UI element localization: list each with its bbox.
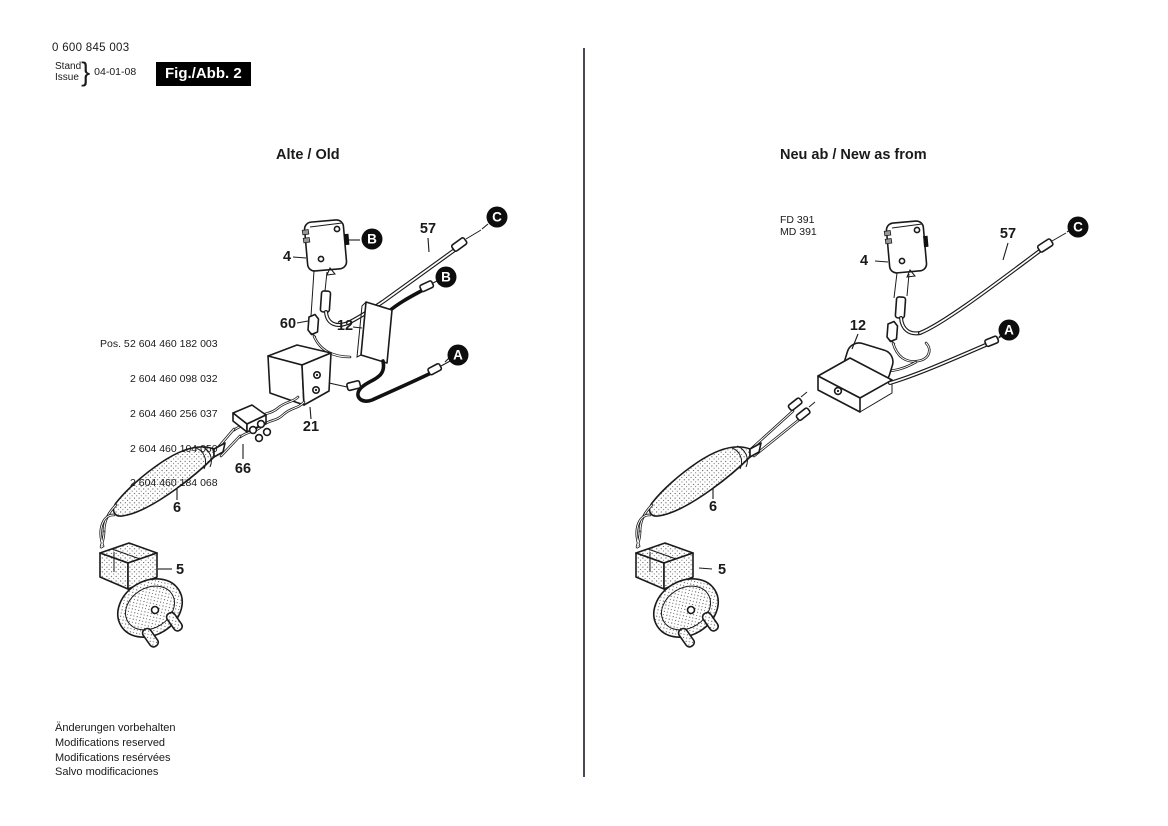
callout-6-new: 6: [708, 499, 718, 515]
cable-57-new: [920, 233, 1066, 333]
callout-21: 21: [302, 419, 320, 435]
capacitor-12-old: [357, 302, 392, 363]
badge-c-old: C: [487, 207, 508, 228]
notice-line-es: Salvo modificaciones: [55, 766, 159, 779]
pos-number: 2 604 460 256 037: [130, 407, 218, 420]
callout-6-old: 6: [172, 500, 182, 516]
microswitch-new: [884, 220, 928, 277]
stand-label: Stand: [55, 61, 82, 72]
leader-4-new: [875, 261, 888, 262]
panel-divider: [583, 48, 585, 777]
callout-12-old: 12: [336, 318, 354, 334]
pos-number: 2 604 460 098 032: [130, 372, 218, 385]
figure-number-box: Fig./Abb. 2: [156, 62, 251, 86]
new-panel-title: Neu ab / New as from: [780, 147, 927, 163]
new-variant-drawing: [636, 220, 1070, 648]
callout-12-new: 12: [849, 318, 867, 334]
stand-issue-labels: [55, 61, 81, 83]
connector-boot-old: [320, 291, 330, 313]
callout-5-new: 5: [717, 562, 727, 578]
notice-line-fr: Modifications resérvées: [55, 751, 171, 764]
callout-5-old: 5: [175, 562, 185, 578]
pos-number: 2 604 460 184 068: [130, 477, 218, 490]
brace-glyph: }: [81, 57, 91, 87]
pos-list-row: [100, 374, 218, 386]
leader-57-new: [1003, 243, 1008, 260]
switch-body-21: [268, 345, 331, 405]
model-codes: [780, 215, 817, 238]
leader-21: [310, 407, 311, 419]
issue-date: 04-01-08: [94, 66, 137, 78]
issue-label: Issue: [55, 72, 79, 83]
notice-line-de: Änderungen vorbehalten: [55, 722, 176, 734]
notice-line-en: Modifications reserved: [55, 736, 166, 749]
callout-4-new: 4: [859, 253, 869, 269]
leader-60: [297, 321, 308, 323]
clip-new: [887, 322, 898, 345]
microswitch-old: [302, 219, 349, 275]
callout-57-old: 57: [419, 221, 437, 237]
connector-boot-new: [895, 297, 905, 319]
sleeve-and-plug-new: [636, 443, 761, 649]
callout-4-old: 4: [282, 249, 292, 265]
callout-60: 60: [279, 316, 297, 332]
leader-12-old: [353, 327, 362, 328]
callout-57-new: 57: [999, 226, 1017, 242]
model-code-fd: FD 391: [780, 214, 815, 226]
badge-b-top: B: [362, 229, 383, 250]
badge-c-new: C: [1068, 217, 1089, 238]
leader-57-old: [428, 238, 429, 252]
boot-wire-new: [901, 318, 920, 333]
leader-4-old: [293, 257, 306, 258]
pos-list-row: [100, 478, 218, 490]
stand-issue-block: [55, 57, 137, 87]
pos-list-row: [100, 444, 218, 456]
callout-66: 66: [234, 461, 252, 477]
pos-list-row: [100, 339, 218, 351]
document-part-number: 0 600 845 003: [52, 42, 130, 54]
model-code-md: MD 391: [780, 225, 817, 238]
clip-60: [308, 315, 319, 338]
badge-a-new: A: [999, 320, 1020, 341]
leader-badge-c-old: [482, 224, 488, 229]
modifications-notice: [55, 721, 175, 780]
pos-number: 2 604 460 182 003: [130, 338, 218, 351]
bracket-12-new: [818, 340, 896, 412]
position-5-part-numbers: [100, 316, 218, 513]
old-panel-title: Alte / Old: [276, 147, 340, 163]
pos-list-row: [100, 409, 218, 421]
pos-prefix: Pos. 5: [100, 338, 130, 351]
cable-to-a-old: [358, 360, 452, 401]
pos-number: 2 604 460 104 050: [130, 442, 218, 455]
badge-b-mid: B: [436, 267, 457, 288]
spade-connector-b-mid: [419, 280, 434, 292]
leader-5-new: [699, 568, 712, 569]
badge-a-old: A: [448, 345, 469, 366]
